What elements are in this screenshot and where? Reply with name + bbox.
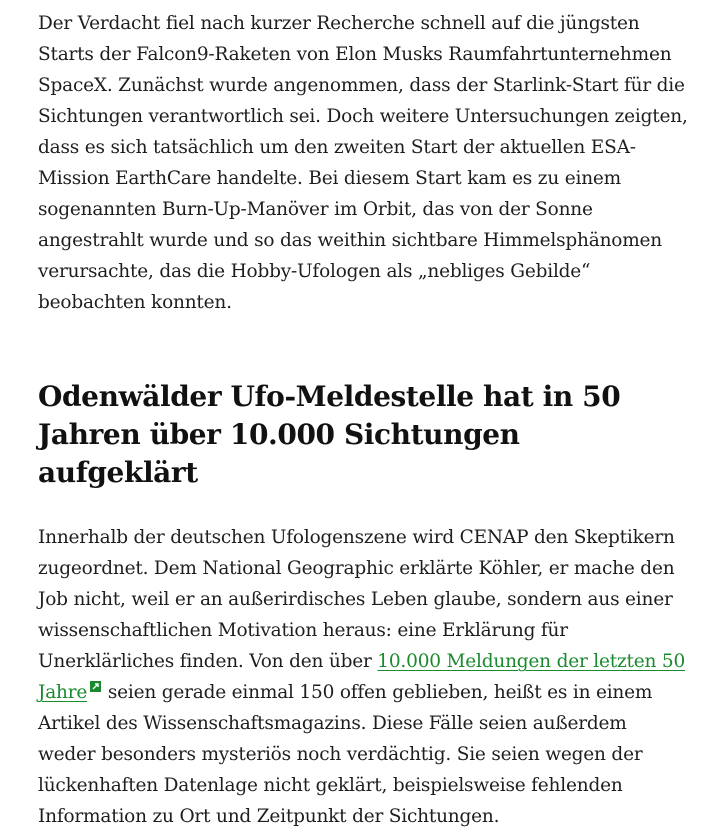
paragraph-text: Innerhalb der deutschen Ufologenszene wird CENAP den Skeptikern zugeordnet. Dem National Geographic erklärte Köhler, er mache den Job nicht, weil er an außerirdisches Leben glaube, sondern aus einer wissenschaftlichen Motivation heraus: eine Erklärung für Unerklärliches finden. Von den über [38, 527, 675, 672]
article-paragraph [38, 522, 688, 832]
article-paragraph: Der Verdacht fiel nach kurzer Recherche schnell auf die jüngsten Starts der Falcon9-Raketen von Elon Musks Raumfahrtunternehmen SpaceX. Zunächst wurde angenommen, dass der Starlink-Start für die Sichtungen verantwortlich sei. Doch weitere Untersuchungen zeigten, dass es sich tatsächlich um den zweiten Start der aktuellen ESA-Mission EarthCare handelte. Bei diesem Start kam es zu einem sogenannten Burn-Up-Manöver im Orbit, das von der Sonne angestrahlt wurde und so das weithin sichtbare Himmelsphänomen verursachte, das die Hobby-Ufologen als „nebliges Gebilde“ beobachten konnten. [38, 13, 688, 313]
article-link[interactable]: 10.000 Meldungen der letzten 50 Jahre [38, 651, 686, 703]
article-body [38, 0, 688, 832]
external-link-icon[interactable] [90, 681, 101, 692]
section-heading: Odenwälder Ufo-Meldestelle hat in 50 Jahren über 10.000 Sichtungen aufgeklärt [38, 380, 621, 489]
paragraph-text: seien gerade einmal 150 offen geblieben, heißt es in einem Artikel des Wissenschaftsmagazins. Diese Fälle seien außerdem weder besonders mysteriös noch verdächtig. Sie seien wegen der lückenhaften Datenlage nicht geklärt, beispielsweise fehlenden Information zu Ort und Zeitpunkt der Sichtungen. [38, 682, 653, 827]
